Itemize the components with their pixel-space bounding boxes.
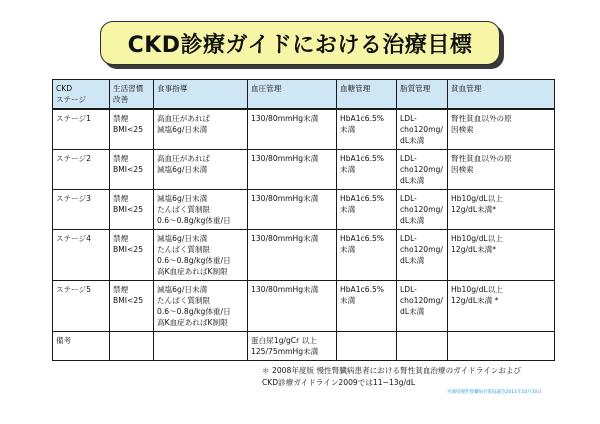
cell-lipid: LDL- cho120mg/ dL未満: [397, 190, 448, 230]
cell-lifestyle: 禁煙 BMI<25: [110, 281, 154, 332]
cell-diet: 高血圧があれば 減塩6g/日未満: [154, 109, 248, 150]
cell-anemia: Hb10g/dL以上 12g/dL未満 *: [448, 281, 555, 332]
cell-lifestyle: 禁煙 BMI<25: [110, 150, 154, 190]
cell-blood-pressure: 130/80mmHg未満: [248, 281, 337, 332]
cell-blood-pressure: 130/80mmHg未満: [248, 230, 337, 281]
cell-stage: ステージ2: [53, 150, 110, 190]
header-blood-pressure: 血圧管理: [248, 80, 337, 110]
cell-blood-glucose: HbA1c6.5% 未満: [337, 150, 397, 190]
header-blood-glucose: 血糖管理: [337, 80, 397, 110]
header-ckd-stage: CKD ステージ: [53, 80, 110, 110]
table-row-stage-1: [53, 109, 555, 150]
cell-blood-glucose: HbA1c6.5% 未満: [337, 230, 397, 281]
cell-blood-glucose: HbA1c6.5% 未満: [337, 109, 397, 150]
table-row-remarks: [53, 332, 555, 361]
cell-stage: ステージ5: [53, 281, 110, 332]
cell-diet: 減塩6g/日未満 たんぱく質制限 0.6〜0.8g/kg体重/日 高K血症あればK制限: [154, 230, 248, 281]
cell-diet: 高血圧があれば 減塩6g/日未満: [154, 150, 248, 190]
cell-diet: 減塩6g/日未満 たんぱく質制限 0.6〜0.8g/kg体重/日 高K血症あればK制限: [154, 281, 248, 332]
cell-anemia: Hb10g/dL以上 12g/dL未満*: [448, 190, 555, 230]
cell-lifestyle: 禁煙 BMI<25: [110, 230, 154, 281]
cell-stage: ステージ4: [53, 230, 110, 281]
cell-anemia: 腎性貧血以外の原 因検索: [448, 109, 555, 150]
table-row-stage-2: [53, 150, 555, 190]
cell-lipid: LDL- cho120mg/ dL未満: [397, 281, 448, 332]
cell-blood-pressure: 130/80mmHg未満: [248, 150, 337, 190]
cell-diet: 減塩6g/日未満 たんぱく質制限 0.6〜0.8g/kg体重/日: [154, 190, 248, 230]
cell-empty: [154, 332, 248, 361]
cell-remarks-blood-pressure: 蛋白尿1g/gCr 以上 125/75mmHg未満: [248, 332, 337, 361]
footnote: ＊ 2008年度版 慢性腎臓病患者における腎性貧血治療のガイドラインおよび CKD診療ガイドライン2009では11~13g/dL: [262, 366, 522, 387]
cell-blood-pressure: 130/80mmHg未満: [248, 109, 337, 150]
source-credit: 宮城県慢性腎臓病対策協議会2011年10月30日: [447, 390, 542, 395]
cell-lipid: LDL- cho120mg/ dL未満: [397, 230, 448, 281]
table-row-stage-4: [53, 230, 555, 281]
cell-anemia: Hb10g/dL以上 12g/dL未満*: [448, 230, 555, 281]
header-lipid: 脂質管理: [397, 80, 448, 110]
cell-blood-glucose: HbA1c6.5% 未満: [337, 281, 397, 332]
header-row: [53, 80, 555, 110]
table-row-stage-3: [53, 190, 555, 230]
cell-stage: ステージ1: [53, 109, 110, 150]
cell-empty: [397, 332, 448, 361]
treatment-goals-table: [52, 79, 555, 361]
cell-remarks-label: 備考: [53, 332, 110, 361]
cell-anemia: 腎性貧血以外の原 因検索: [448, 150, 555, 190]
table-row-stage-5: [53, 281, 555, 332]
cell-blood-pressure: 130/80mmHg未満: [248, 190, 337, 230]
header-diet: 食事指導: [154, 80, 248, 110]
header-lifestyle: 生活習慣 改善: [110, 80, 154, 110]
cell-lifestyle: 禁煙 BMI<25: [110, 109, 154, 150]
cell-blood-glucose: HbA1c6.5% 未満: [337, 190, 397, 230]
cell-lifestyle: 禁煙 BMI<25: [110, 190, 154, 230]
cell-empty: [110, 332, 154, 361]
slide-title: CKD診療ガイドにおける治療目標: [127, 32, 473, 58]
cell-lipid: LDL- cho120mg/ dL未満: [397, 150, 448, 190]
cell-empty: [337, 332, 397, 361]
cell-lipid: LDL- cho120mg/ dL未満: [397, 109, 448, 150]
cell-empty: [448, 332, 555, 361]
title-box: [100, 21, 500, 65]
cell-stage: ステージ3: [53, 190, 110, 230]
header-anemia: 貧血管理: [448, 80, 555, 110]
